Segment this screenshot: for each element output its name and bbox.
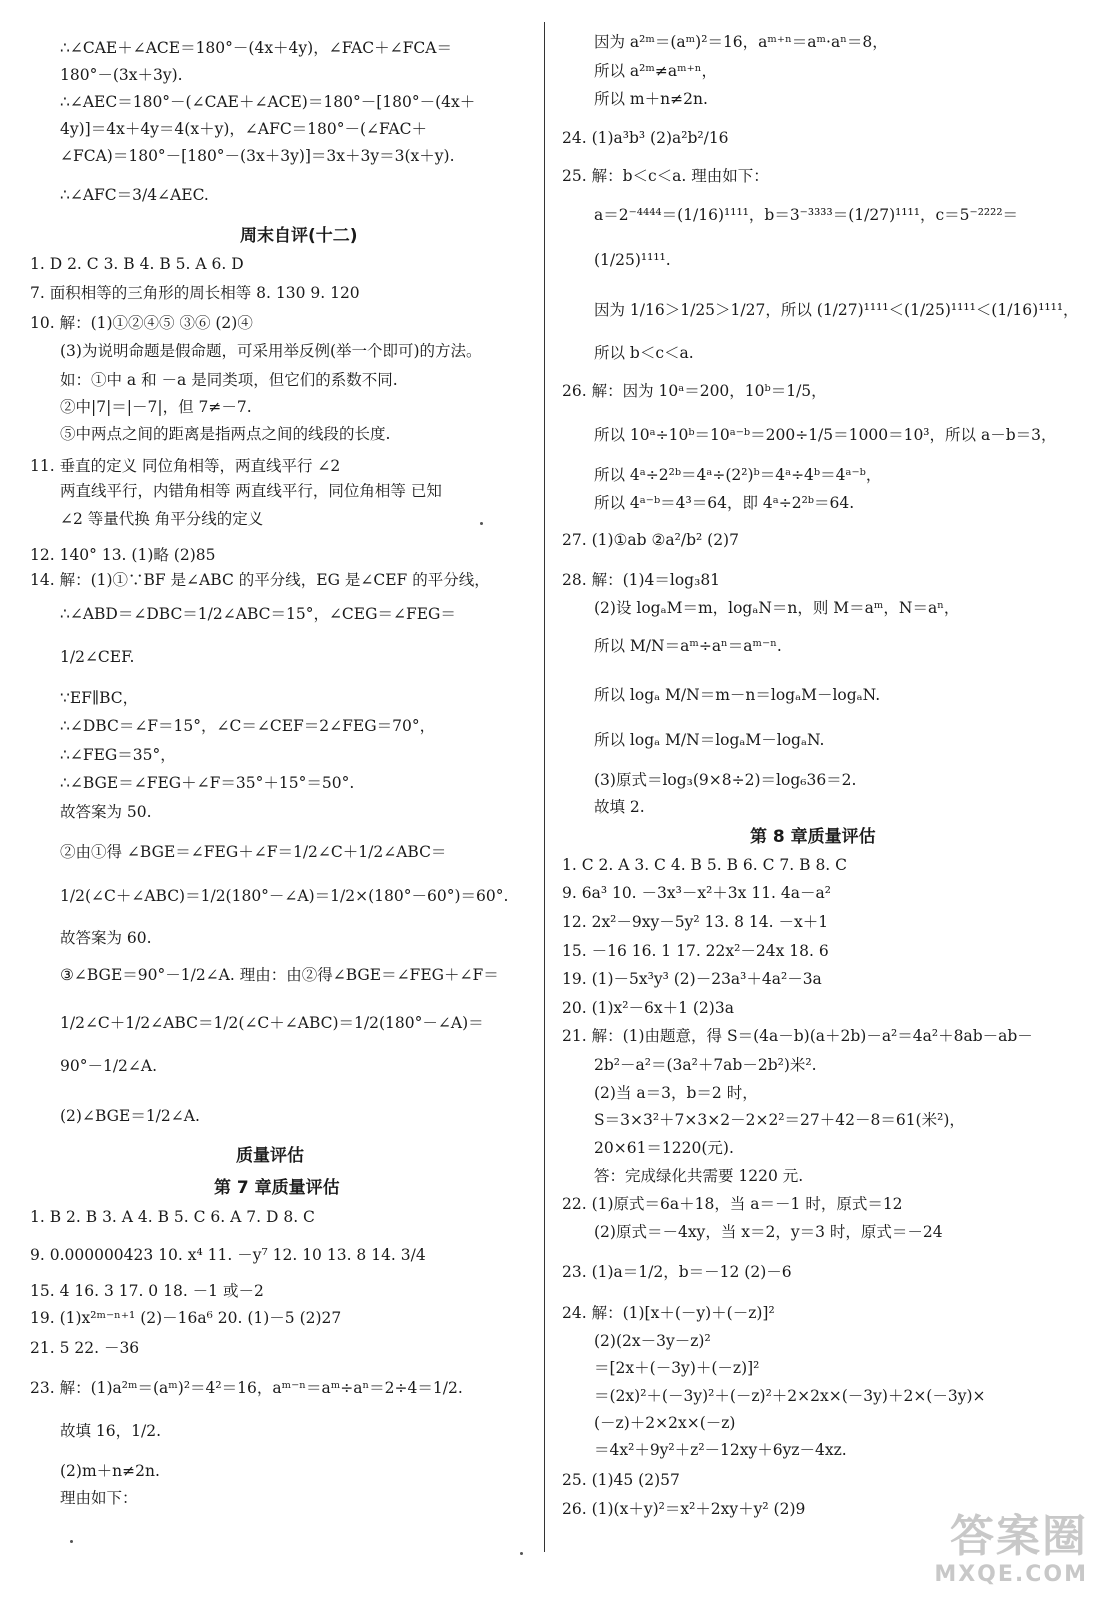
- text-line: 1/2(∠C＋∠ABC)＝1/2(180°－∠A)＝1/2×(180°－60°)＝60°.: [60, 887, 509, 905]
- text-line: 19. (1)x²ᵐ⁻ⁿ⁺¹ (2)－16a⁶ 20. (1)－5 (2)27: [30, 1309, 342, 1327]
- text-line: (1/25)¹¹¹¹.: [594, 251, 671, 269]
- text-line: 所以 4ᵃ÷2²ᵇ＝4ᵃ÷(2²)ᵇ＝4ᵃ÷4ᵇ＝4ᵃ⁻ᵇ，: [594, 466, 882, 484]
- text-line: S＝3×3²＋7×3×2－2×2²＝27＋42－8＝61(米²)，: [594, 1111, 965, 1129]
- text-line: 答：完成绿化共需要 1220 元.: [594, 1167, 804, 1185]
- text-line: 15. －16 16. 1 17. 22x²－24x 18. 6: [562, 942, 829, 960]
- text-line: (－z)＋2×2x×(－z): [594, 1414, 736, 1432]
- text-line: (2)原式＝－4xy，当 x＝2，y＝3 时，原式＝－24: [594, 1223, 943, 1241]
- text-line: 21. 解：(1)由题意，得 S＝(4a－b)(a＋2b)－a²＝4a²＋8ab－ab－: [562, 1027, 1033, 1045]
- text-line: 故填 16，1/2.: [60, 1422, 162, 1440]
- text-line: 12. 140° 13. (1)略 (2)85: [30, 546, 216, 564]
- text-line: ∵EF∥BC，: [60, 689, 139, 707]
- text-line: 180°－(3x＋3y).: [60, 66, 183, 84]
- text-line: ∴∠ABD＝∠DBC＝1/2∠ABC＝15°，∠CEG＝∠FEG＝: [60, 605, 456, 623]
- text-line: 15. 4 16. 3 17. 0 18. －1 或－2: [30, 1282, 264, 1300]
- speck: [520, 1552, 523, 1555]
- text-line: ＝[2x＋(－3y)＋(－z)]²: [594, 1359, 760, 1377]
- text-line: 19. (1)－5x³y³ (2)－23a³＋4a²－3a: [562, 970, 822, 988]
- text-line: (2)∠BGE＝1/2∠A.: [60, 1107, 200, 1125]
- text-line: 28. 解：(1)4＝log₃81: [562, 571, 721, 589]
- text-line: 所以 10ᵃ÷10ᵇ＝10ᵃ⁻ᵇ＝200÷1/5＝1000＝10³，所以 a－b＝3，: [594, 426, 1057, 444]
- text-line: 12. 2x²－9xy－5y² 13. 8 14. －x＋1: [562, 913, 829, 931]
- text-line: 9. 6a³ 10. －3x³－x²＋3x 11. 4a－a²: [562, 884, 831, 902]
- text-line: ⑤中两点之间的距离是指两点之间的线段的长度.: [60, 425, 391, 443]
- text-line: 24. 解：(1)[x＋(－y)＋(－z)]²: [562, 1304, 775, 1322]
- section-heading: 周末自评(十二): [240, 226, 358, 246]
- text-line: 故填 2.: [594, 798, 645, 816]
- text-line: 11. 垂直的定义 同位角相等，两直线平行 ∠2: [30, 457, 341, 475]
- text-line: 1/2∠CEF.: [60, 648, 135, 666]
- text-line: ②中|7|＝|－7|，但 7≠－7.: [60, 398, 252, 416]
- text-line: 20. (1)x²－6x＋1 (2)3a: [562, 999, 734, 1017]
- text-line: 1/2∠C＋1/2∠ABC＝1/2(∠C＋∠ABC)＝1/2(180°－∠A)＝: [60, 1014, 484, 1032]
- text-line: 20×61＝1220(元).: [594, 1139, 734, 1157]
- section-heading: 第 7 章质量评估: [214, 1178, 340, 1198]
- text-line: ③∠BGE＝90°－1/2∠A. 理由：由②得∠BGE＝∠FEG＋∠F＝: [60, 966, 499, 984]
- text-line: 1. B 2. B 3. A 4. B 5. C 6. A 7. D 8. C: [30, 1208, 315, 1226]
- text-line: 23. (1)a＝1/2，b＝－12 (2)－6: [562, 1263, 792, 1281]
- text-line: 1. D 2. C 3. B 4. B 5. A 6. D: [30, 255, 244, 273]
- text-line: 25. (1)45 (2)57: [562, 1471, 680, 1489]
- text-line: ∴∠AFC＝3/4∠AEC.: [60, 186, 209, 204]
- text-line: 所以 b＜c＜a.: [594, 344, 694, 362]
- text-line: 4y)]＝4x＋4y＝4(x＋y)，∠AFC＝180°－(∠FAC＋: [60, 120, 428, 138]
- text-line: (2)当 a＝3，b＝2 时，: [594, 1084, 758, 1102]
- text-line: 所以 logₐ M/N＝logₐM－logₐN.: [594, 731, 825, 749]
- text-line: (3)原式＝log₃(9×8÷2)＝log₆36＝2.: [594, 771, 857, 789]
- text-line: 25. 解：b＜c＜a. 理由如下：: [562, 167, 769, 185]
- text-line: ②由①得 ∠BGE＝∠FEG＋∠F＝1/2∠C＋1/2∠ABC＝: [60, 843, 447, 861]
- text-line: 27. (1)①ab ②a²/b² (2)7: [562, 531, 739, 549]
- section-heading: 质量评估: [236, 1146, 304, 1166]
- text-line: ∴∠AEC＝180°－(∠CAE＋∠ACE)＝180°－[180°－(4x＋: [60, 93, 476, 111]
- watermark-small: MXQE.COM: [934, 1562, 1088, 1587]
- speck: [480, 522, 483, 525]
- text-line: ∠2 等量代换 角平分线的定义: [60, 510, 264, 528]
- text-line: 因为 a²ᵐ＝(aᵐ)²＝16，aᵐ⁺ⁿ＝aᵐ·aⁿ＝8，: [594, 33, 888, 51]
- text-line: ∴∠DBC＝∠F＝15°，∠C＝∠CEF＝2∠FEG＝70°，: [60, 717, 436, 735]
- text-line: 两直线平行，内错角相等 两直线平行，同位角相等 已知: [60, 482, 442, 500]
- text-line: ∴∠CAE＋∠ACE＝180°－(4x＋4y)，∠FAC＋∠FCA＝: [60, 39, 452, 57]
- text-line: 24. (1)a³b³ (2)a²b²/16: [562, 129, 729, 147]
- text-line: 如：①中 a 和 －a 是同类项，但它们的系数不同.: [60, 371, 398, 389]
- text-line: a＝2⁻⁴⁴⁴⁴＝(1/16)¹¹¹¹，b＝3⁻³³³³＝(1/27)¹¹¹¹，c＝5⁻²²²²＝: [594, 206, 1019, 224]
- text-line: 10. 解：(1)①②④⑤ ③⑥ (2)④: [30, 314, 253, 332]
- text-line: 26. (1)(x＋y)²＝x²＋2xy＋y² (2)9: [562, 1500, 806, 1518]
- section-heading: 第 8 章质量评估: [750, 827, 876, 847]
- text-line: 1. C 2. A 3. C 4. B 5. B 6. C 7. B 8. C: [562, 856, 848, 874]
- text-line: ∴∠BGE＝∠FEG＋∠F＝35°＋15°＝50°.: [60, 774, 355, 792]
- text-line: 故答案为 50.: [60, 803, 152, 821]
- text-line: (2)m＋n≠2n.: [60, 1462, 160, 1480]
- text-line: 26. 解：因为 10ᵃ＝200，10ᵇ＝1/5，: [562, 382, 827, 400]
- text-line: (2)(2x－3y－z)²: [594, 1332, 711, 1350]
- text-line: (3)为说明命题是假命题，可采用举反例(举一个即可)的方法。: [60, 342, 482, 360]
- text-line: 90°－1/2∠A.: [60, 1057, 158, 1075]
- text-line: 23. 解：(1)a²ᵐ＝(aᵐ)²＝4²＝16，aᵐ⁻ⁿ＝aᵐ÷aⁿ＝2÷4＝1/2.: [30, 1379, 463, 1397]
- text-line: (2)设 logₐM＝m，logₐN＝n，则 M＝aᵐ，N＝aⁿ，: [594, 599, 960, 617]
- text-line: 所以 4ᵃ⁻ᵇ＝4³＝64，即 4ᵃ÷2²ᵇ＝64.: [594, 494, 855, 512]
- text-line: 理由如下：: [60, 1489, 138, 1507]
- text-line: ＝4x²＋9y²＋z²－12xy＋6yz－4xz.: [594, 1441, 847, 1459]
- watermark-logo: [898, 1512, 1088, 1594]
- watermark-big: 答案圈: [950, 1511, 1088, 1562]
- text-line: 故答案为 60.: [60, 929, 152, 947]
- text-line: 9. 0.000000423 10. x⁴ 11. －y⁷ 12. 10 13. 8 14. 3/4: [30, 1246, 426, 1264]
- text-line: 因为 1/16＞1/25＞1/27，所以 (1/27)¹¹¹¹＜(1/25)¹¹¹¹＜(1/16)¹¹¹¹，: [594, 301, 1079, 319]
- text-line: ＝(2x)²＋(－3y)²＋(－z)²＋2×2x×(－3y)＋2×(－3y)×: [594, 1387, 986, 1405]
- text-line: ∴∠FEG＝35°，: [60, 746, 176, 764]
- column-divider: [544, 22, 545, 1552]
- text-line: ∠FCA)＝180°－[180°－(3x＋3y)]＝3x＋3y＝3(x＋y).: [60, 147, 455, 165]
- text-line: 所以 logₐ M/N＝m－n＝logₐM－logₐN.: [594, 686, 881, 704]
- text-line: 所以 M/N＝aᵐ÷aⁿ＝aᵐ⁻ⁿ.: [594, 637, 782, 655]
- text-line: 所以 a²ᵐ≠aᵐ⁺ⁿ，: [594, 62, 718, 80]
- text-line: 14. 解：(1)①∵BF 是∠ABC 的平分线，EG 是∠CEF 的平分线，: [30, 571, 490, 589]
- speck: [70, 1540, 73, 1543]
- text-line: 22. (1)原式＝6a＋18，当 a＝－1 时，原式＝12: [562, 1195, 903, 1213]
- text-line: 21. 5 22. －36: [30, 1339, 140, 1357]
- text-line: 2b²－a²＝(3a²＋7ab－2b²)米².: [594, 1056, 817, 1074]
- text-line: 所以 m＋n≠2n.: [594, 90, 708, 108]
- text-line: 7. 面积相等的三角形的周长相等 8. 130 9. 120: [30, 284, 360, 302]
